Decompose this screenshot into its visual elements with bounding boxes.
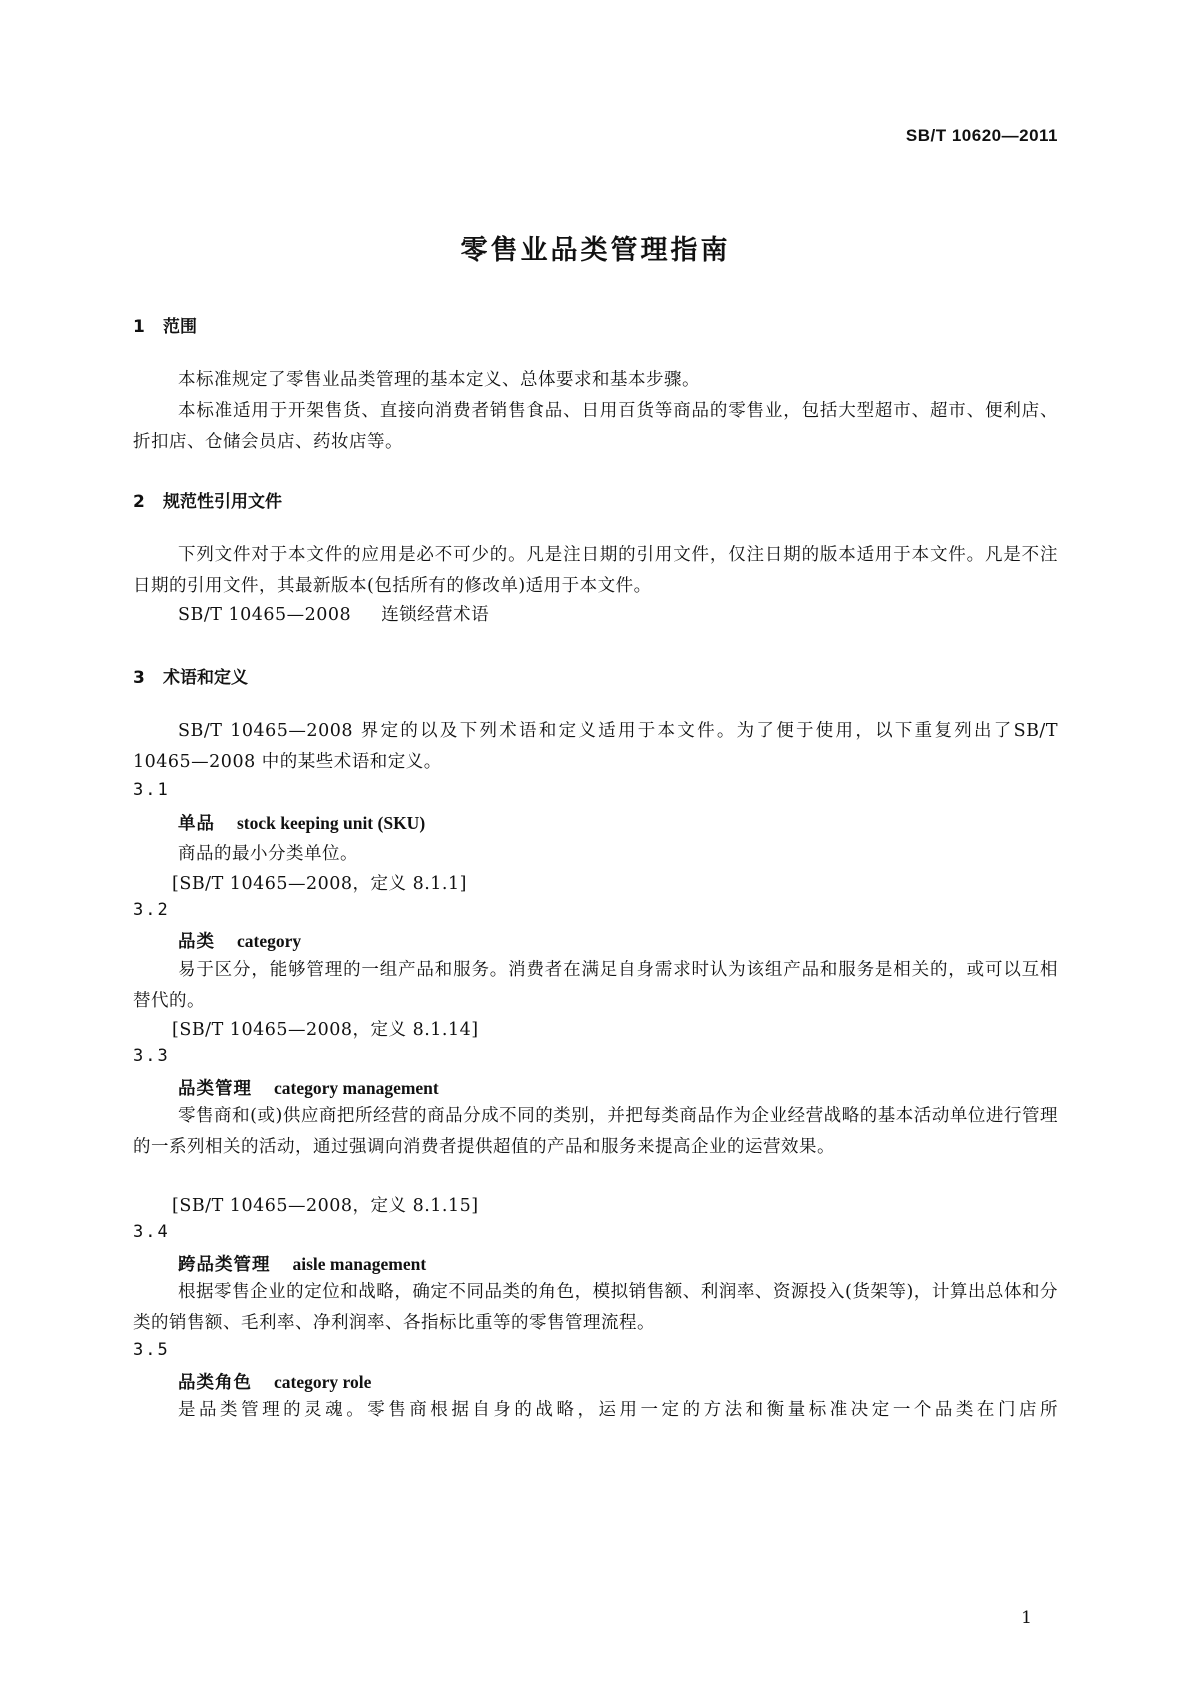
term-heading (178, 1369, 371, 1394)
term-definition: 零售商和(或)供应商把所经营的商品分成不同的类别，并把每类商品作为企业经营战略的基本活动单位进行管理的一系列相关的活动，通过强调向消费者提供超值的产品和服务来提高企业的运营效果。 (133, 1106, 1058, 1157)
page-number: 1 (1021, 1608, 1032, 1628)
term-en: stock keeping unit (SKU) (237, 813, 426, 833)
term-number: 3.4 (133, 1222, 170, 1242)
term-number: 3.1 (133, 780, 170, 800)
section-1-para-1: 本标准规定了零售业品类管理的基本定义、总体要求和基本步骤。 (178, 370, 700, 390)
reference-code: SB/T 10465—2008 (178, 605, 352, 625)
standard-code: SB/T 10620—2011 (905, 126, 1058, 145)
term-source: [SB/T 10465—2008，定义 8.1.14] (172, 1020, 479, 1040)
term-heading (178, 1251, 426, 1276)
term-source: [SB/T 10465—2008，定义 8.1.15] (172, 1196, 479, 1216)
term-source: [SB/T 10465—2008，定义 8.1.1] (172, 874, 467, 894)
term-zh: 品类角色 (178, 1373, 252, 1393)
term-number: 3.2 (133, 900, 170, 920)
section-3-intro: SB/T 10465—2008 界定的以及下列术语和定义适用于本文件。为了便于使用，以下重复列出了SB/T 10465—2008 中的某些术语和定义。 (133, 721, 1058, 772)
normative-reference (178, 601, 489, 626)
term-en: category (237, 931, 302, 951)
term-en: category management (274, 1078, 439, 1098)
term-zh: 品类 (178, 932, 215, 952)
document-title: 零售业品类管理指南 (460, 235, 731, 266)
term-heading (178, 810, 425, 835)
term-definition: 商品的最小分类单位。 (178, 844, 358, 864)
term-number: 3.3 (133, 1046, 170, 1066)
section-3-heading (133, 663, 248, 688)
term-definition: 根据零售企业的定位和战略，确定不同品类的角色，模拟销售额、利润率、资源投入(货架等)，计算出总体和分类的销售额、毛利率、净利润率、各指标比重等的零售管理流程。 (133, 1282, 1058, 1333)
term-en: category role (274, 1372, 372, 1392)
term-zh: 单品 (178, 814, 215, 834)
term-number: 3.5 (133, 1340, 170, 1360)
term-en: aisle management (292, 1254, 427, 1274)
term-zh: 品类管理 (178, 1079, 252, 1099)
term-heading (178, 1075, 439, 1100)
section-2-heading (133, 487, 282, 512)
section-title: 术语和定义 (163, 668, 248, 688)
section-2-para-1: 下列文件对于本文件的应用是必不可少的。凡是注日期的引用文件，仅注日期的版本适用于本文件。凡是不注日期的引用文件，其最新版本(包括所有的修改单)适用于本文件。 (133, 545, 1058, 596)
section-title: 规范性引用文件 (163, 492, 282, 512)
section-number: 2 (133, 492, 145, 512)
section-number: 3 (133, 668, 145, 688)
term-heading (178, 928, 301, 953)
section-1-heading (133, 312, 197, 337)
term-definition: 是品类管理的灵魂。零售商根据自身的战略，运用一定的方法和衡量标准决定一个品类在门店所 (178, 1400, 1058, 1420)
section-title: 范围 (163, 317, 197, 337)
reference-title: 连锁经营术语 (381, 605, 490, 625)
term-zh: 跨品类管理 (178, 1255, 271, 1275)
term-definition: 易于区分，能够管理的一组产品和服务。消费者在满足自身需求时认为该组产品和服务是相关的，或可以互相替代的。 (133, 960, 1058, 1011)
section-1-para-2: 本标准适用于开架售货、直接向消费者销售食品、日用百货等商品的零售业，包括大型超市、超市、便利店、折扣店、仓储会员店、药妆店等。 (133, 401, 1058, 452)
section-number: 1 (133, 317, 145, 337)
